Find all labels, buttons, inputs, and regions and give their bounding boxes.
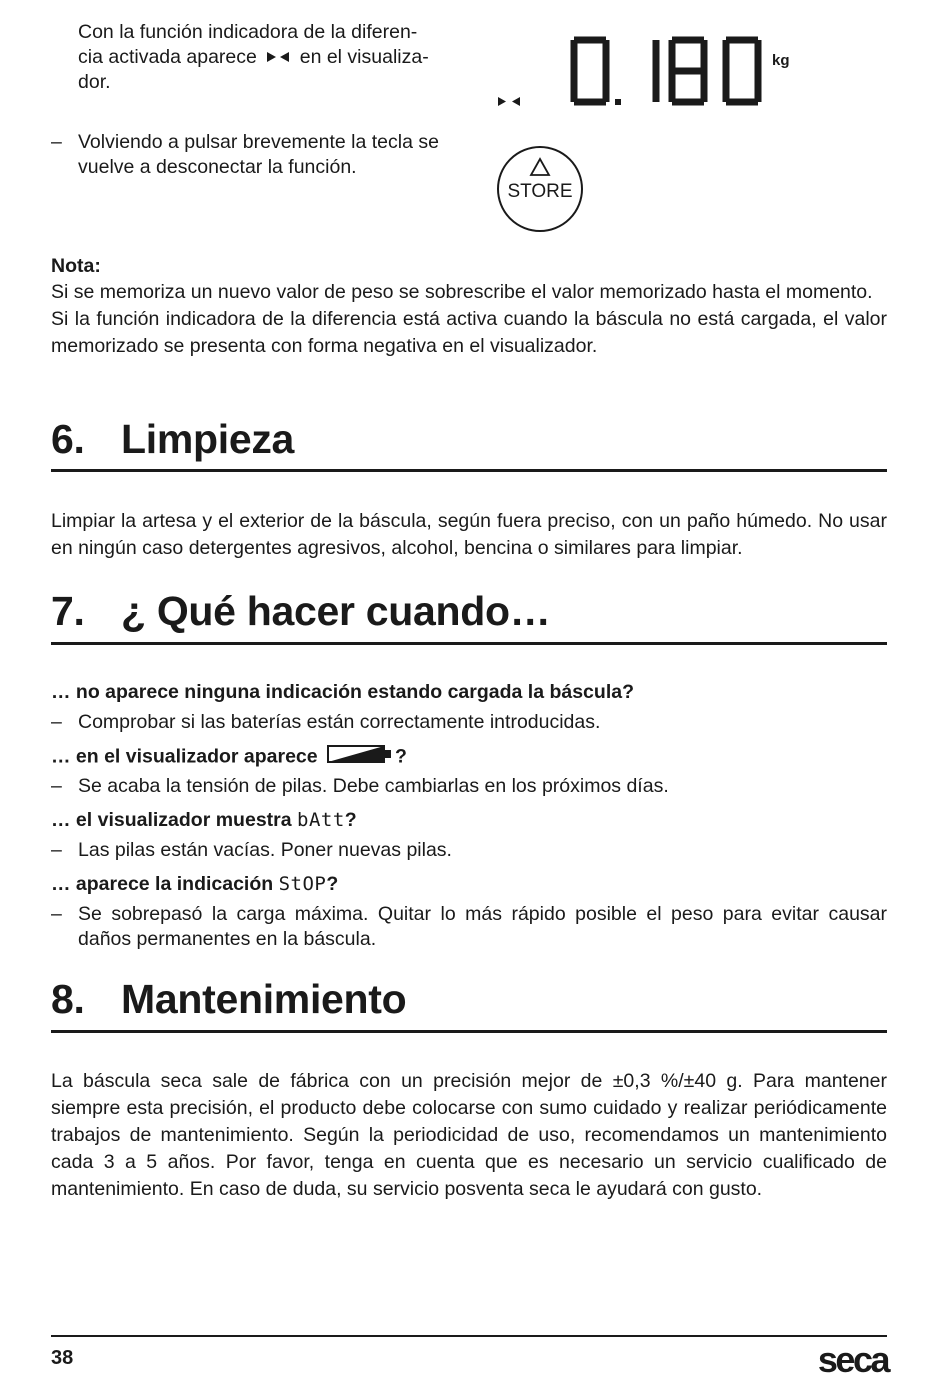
display-difference-icon [498,97,520,106]
batt-display-code: bAtt [297,809,345,831]
section-7-rule [51,642,887,645]
page-number: 38 [51,1347,74,1369]
faq-answer-4: – Se sobrepasó la carga máxima. Quitar lo más rápido posible el peso para evitar causar daños permanentes en la báscula. [51,903,887,950]
footer-rule [51,1335,887,1337]
note-paragraph-2: Si la función indicadora de la diferencia está activa cuando la báscula no está cargada, el valor memorizado se presenta con forma negativa en el visualizador. [51,308,887,357]
intro-line-2: cia activada aparece [78,46,257,68]
section-8-heading: 8. Mantenimiento [51,976,407,1022]
difference-indicator-icon [265,45,291,70]
faq-answer-1: – Comprobar si las baterías están correctamente introducidas. [51,711,601,733]
faq-question-2: … en el visualizador aparece ? [51,744,407,771]
section-6-rule [51,469,887,472]
note-paragraph-1: Si se memoriza un nuevo valor de peso se sobrescribe el valor memorizado hasta el momento. [51,281,873,303]
faq-question-1: … no aparece ninguna indicación estando cargada la báscula? [51,681,634,703]
display-unit: kg [772,52,790,69]
up-triangle-icon [529,157,551,177]
intro-line-4: dor. [78,71,111,94]
battery-low-icon [327,744,393,771]
section-6-heading: 6. Limpieza [51,416,295,462]
section-8-body: La báscula seca sale de fábrica con un precisión mejor de ±0,3 %/±40 g. Para mantener siempre esta precisión, el producto debe colocarse con sumo cuidado y realizar periódicamente trabajos de mantenimiento. Según la periodicidad de uso, recomendamos un mantenimiento cada 3 a 5 años. Por favor, tenga en cuenta que es necesario un servicio cualificado de mantenimiento. En caso de duda, su servicio posventa seca le ayudará con gusto. [51,1070,887,1200]
section-6-body: Limpiar la artesa y el exterior de la báscula, según fuera preciso, con un paño húmedo. No usar en ningún caso detergentes agresivos, alcohol, bencina o similares para limpiar. [51,510,887,559]
intro-bullet: – Volviendo a pulsar brevemente la tecla se vuelve a desconectar la función. [51,131,439,178]
store-button-label: STORE [507,181,573,202]
intro-line-3: en el visualiza- [299,46,429,68]
note-title: Nota: [51,255,101,277]
section-8-rule [51,1030,887,1033]
intro-paragraph [78,20,458,95]
lcd-display [496,30,806,115]
faq-answer-2: – Se acaba la tensión de pilas. Debe cambiarlas en los próximos días. [51,775,669,797]
stop-display-code: StOP [278,873,327,895]
faq-answer-3: – Las pilas están vacías. Poner nuevas pilas. [51,839,452,861]
faq-question-3: … el visualizador muestra bAtt? [51,809,357,831]
store-button[interactable] [497,146,583,232]
intro-line-1: Con la función indicadora de la diferen- [78,21,418,43]
note-block [51,254,887,360]
section-7-heading: 7. ¿ Qué hacer cuando… [51,588,551,634]
faq-question-4: … aparece la indicación StOP? [51,873,339,895]
seca-logo: seca [817,1339,888,1380]
